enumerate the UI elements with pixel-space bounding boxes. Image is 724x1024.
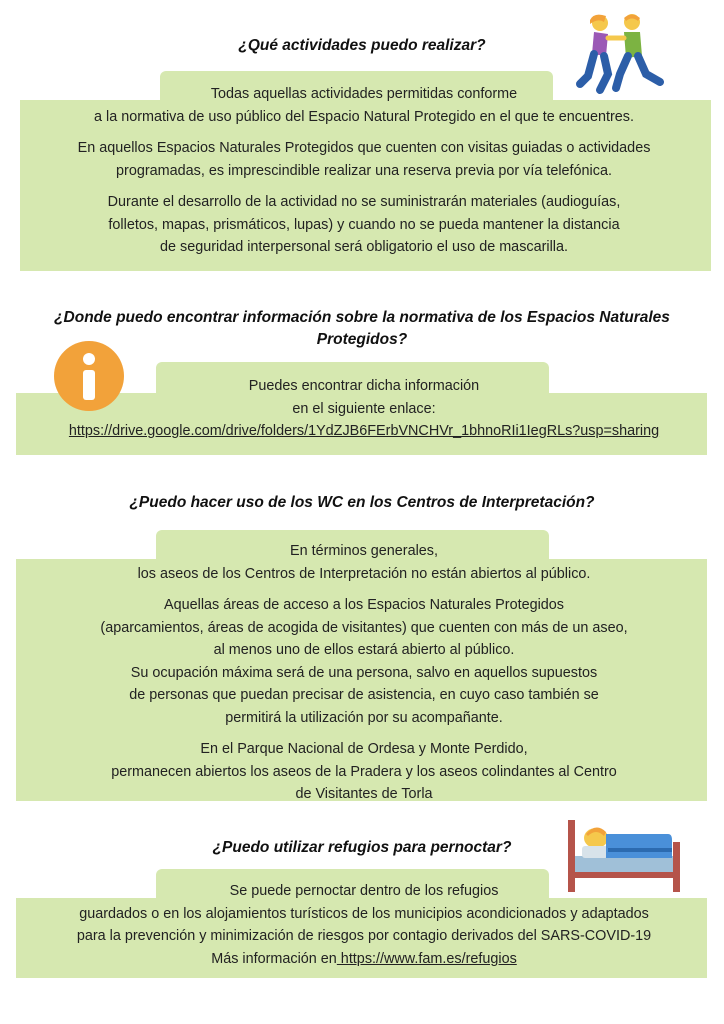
text-line: los aseos de los Centros de Interpretación no están abiertos al público.: [137, 565, 591, 582]
text-line: de seguridad interpersonal será obligatorio el uso de mascarilla.: [160, 239, 568, 255]
text-line: Su ocupación máxima será de una persona, salvo en aquellos supuestos: [130, 664, 598, 681]
section4-text: [20, 880, 708, 970]
drive-folder-link[interactable]: https://drive.google.com/drive/folders/1YdZJB6FErbVNCHVr_1bhnoRIi1IegRLs?usp=sharing: [68, 423, 660, 439]
section1-heading: ¿Qué actividades puedo realizar?: [238, 37, 486, 54]
more-info-line: [20, 948, 708, 971]
text-line: Se puede pernoctar dentro de los refugios: [229, 883, 499, 899]
text-line: En aquellos Espacios Naturales Protegidos que cuenten con visitas guiadas o actividades: [77, 140, 651, 156]
text-line: guardados o en los alojamientos turísticos de los municipios acondicionados y adaptados: [79, 905, 649, 922]
text-line: Aquellas áreas de acceso a los Espacios Naturales Protegidos: [164, 597, 564, 613]
text-line: Durante el desarrollo de la actividad no se suministrarán materiales (audioguías,: [107, 194, 621, 210]
section1-text: [20, 83, 708, 259]
text-line: al menos uno de ellos estará abierto al público.: [213, 642, 515, 658]
section4-heading: ¿Puedo utilizar refugios para pernoctar?: [212, 839, 512, 856]
section2-heading-line1: ¿Donde puedo encontrar información sobre la normativa de los Espacios Naturales: [54, 309, 670, 326]
text-line: permitirá la utilización por su acompañante.: [225, 709, 503, 726]
text-line: folletos, mapas, prismáticos, lupas) y cuando no se pueda mantener la distancia: [108, 216, 620, 233]
text-line: de personas que puedan precisar de asistencia, en cuyo caso también se: [129, 687, 599, 703]
text-line: programadas, es imprescindible realizar una reserva previa por vía telefónica.: [116, 162, 612, 179]
text-line: permanecen abiertos los aseos de la Pradera y los aseos colindantes al Centro: [111, 763, 617, 780]
section3-heading: ¿Puedo hacer uso de los WC en los Centros de Interpretación?: [129, 494, 595, 511]
text-line: En el Parque Nacional de Ordesa y Monte Perdido,: [200, 741, 528, 757]
text-line: Todas aquellas actividades permitidas conforme: [210, 86, 518, 102]
text-line: (aparcamientos, áreas de acogida de visitantes) que cuenten con más de un aseo,: [100, 619, 628, 636]
more-info-label: Más información en: [211, 950, 337, 967]
text-line: para la prevención y minimización de riesgos por contagio derivados del SARS-COVID-19: [76, 928, 652, 944]
text-line: Puedes encontrar dicha información: [248, 378, 480, 394]
section2-text: [20, 375, 708, 443]
fam-refugios-link[interactable]: https://www.fam.es/refugios: [336, 950, 517, 967]
text-line: de Visitantes de Torla: [295, 786, 433, 802]
text-line: En términos generales,: [290, 543, 438, 559]
section3-text: [20, 540, 708, 806]
text-line: a la normativa de uso público del Espacio Natural Protegido en el que te encuentres.: [94, 108, 634, 125]
text-line: en el siguiente enlace:: [292, 400, 436, 417]
section2-heading-line2: Protegidos?: [316, 331, 408, 348]
